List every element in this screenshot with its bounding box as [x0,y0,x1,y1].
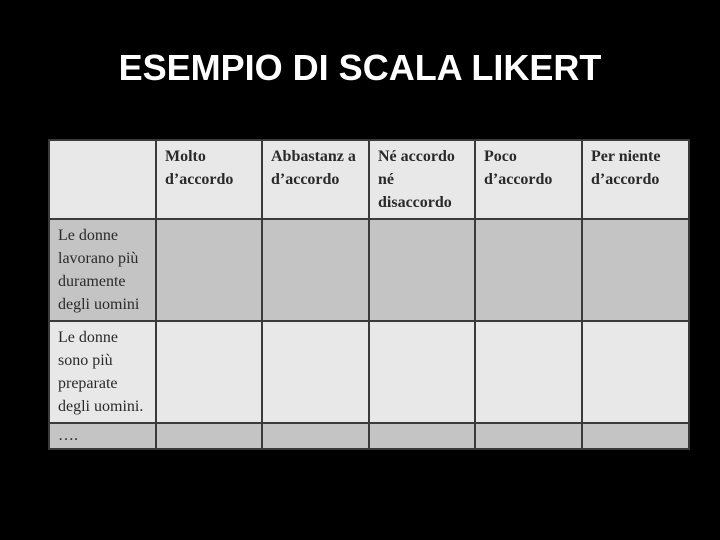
response-cell [475,423,582,449]
table-row [49,423,689,449]
table-row [49,219,689,321]
column-header: Poco d’accordo [475,140,582,219]
response-cell [582,321,689,423]
row-statement: Le donne sono più preparate degli uomini. [49,321,156,423]
column-header: Né accordo né disaccordo [369,140,475,219]
response-cell [262,321,369,423]
response-cell [156,423,262,449]
response-cell [475,321,582,423]
row-statement: Le donne lavorano più duramente degli uomini [49,219,156,321]
response-cell [156,321,262,423]
likert-scale-table [48,139,690,450]
response-cell [156,219,262,321]
response-cell [475,219,582,321]
table-header-row [49,140,689,219]
response-cell [262,423,369,449]
response-cell [582,423,689,449]
row-statement: …. [49,423,156,449]
column-header: Per niente d’accordo [582,140,689,219]
response-cell [369,321,475,423]
column-header: Abbastanz a d’accordo [262,140,369,219]
slide-title: ESEMPIO DI SCALA LIKERT [118,47,602,88]
response-cell [582,219,689,321]
response-cell [369,219,475,321]
response-cell [262,219,369,321]
corner-cell [49,140,156,219]
column-header: Molto d’accordo [156,140,262,219]
response-cell [369,423,475,449]
table-row [49,321,689,423]
